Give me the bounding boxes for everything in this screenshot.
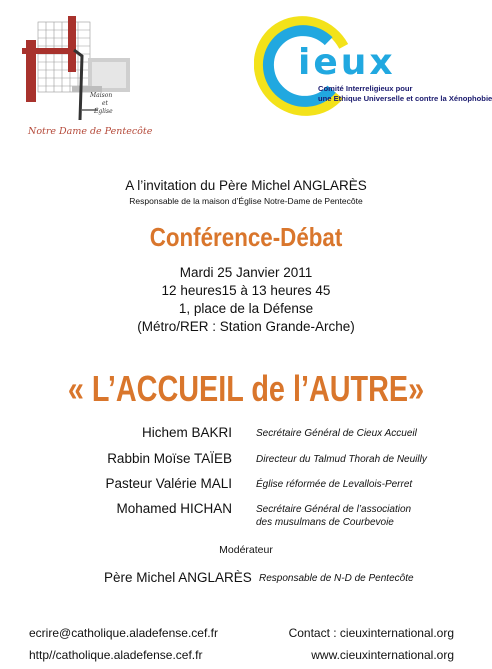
nd-script-title: Notre Dame de Pentecôte bbox=[28, 126, 153, 137]
event-metro: (Métro/RER : Station Grande-Arche) bbox=[137, 319, 355, 334]
speaker-role: Secrétaire Général de l’association bbox=[256, 504, 412, 515]
moderator-label: Modérateur bbox=[219, 544, 273, 556]
speaker-name: Hichem BAKRI bbox=[141, 425, 232, 440]
website-link-left[interactable]: http//catholique.aladefense.cef.fr bbox=[29, 648, 203, 662]
moderator-role: Responsable de N-D de Pentecôte bbox=[259, 573, 414, 584]
nd-label-eglise: Église bbox=[94, 108, 113, 115]
moderator-name: Père Michel ANGLARÈS bbox=[104, 570, 252, 585]
invitation-line: A l’invitation du Père Michel ANGLARÈS bbox=[125, 178, 367, 193]
event-hours: 12 heures15 à 13 heures 45 bbox=[161, 283, 331, 298]
cieux-wordmark: ieux bbox=[298, 42, 396, 83]
nd-label-et: et bbox=[102, 100, 108, 107]
nd-label-maison: Maison bbox=[90, 92, 113, 99]
cieux-tagline-line2: une Ethique Universelle et contre la Xénophobie bbox=[318, 94, 492, 103]
speaker-role: Directeur du Talmud Thorah de Neuilly bbox=[256, 454, 427, 465]
contact-link[interactable]: Contact : cieuxinternational.org bbox=[288, 626, 454, 640]
website-link-right[interactable]: www.cieuxinternational.org bbox=[311, 648, 454, 662]
email-link[interactable]: ecrire@catholique.aladefense.cef.fr bbox=[29, 626, 218, 640]
event-place: 1, place de la Défense bbox=[178, 301, 314, 316]
cieux-tagline-line1: Comité Interreligieux pour bbox=[318, 84, 413, 93]
event-date: Mardi 25 Janvier 2011 bbox=[179, 265, 313, 280]
speaker-name: Pasteur Valérie MALI bbox=[105, 476, 232, 491]
speaker-role-continued: des musulmans de Courbevoie bbox=[256, 517, 394, 528]
speaker-name: Mohamed HICHAN bbox=[116, 501, 232, 516]
cieux-logo bbox=[254, 16, 492, 120]
notre-dame-emblem-graphic bbox=[8, 10, 158, 126]
notre-dame-logo bbox=[8, 10, 158, 140]
speaker-role: Secrétaire Général de Cieux Accueil bbox=[256, 428, 417, 439]
responsible-line: Responsable de la maison d’Église Notre-Dame de Pentecôte bbox=[129, 196, 363, 206]
event-title: « L’ACCUEIL de l’AUTRE» bbox=[67, 368, 425, 409]
speaker-role: Église réformée de Levallois-Perret bbox=[256, 479, 413, 490]
speaker-name: Rabbin Moïse TAÏEB bbox=[107, 451, 232, 466]
event-type-heading: Conférence-Débat bbox=[149, 222, 343, 252]
